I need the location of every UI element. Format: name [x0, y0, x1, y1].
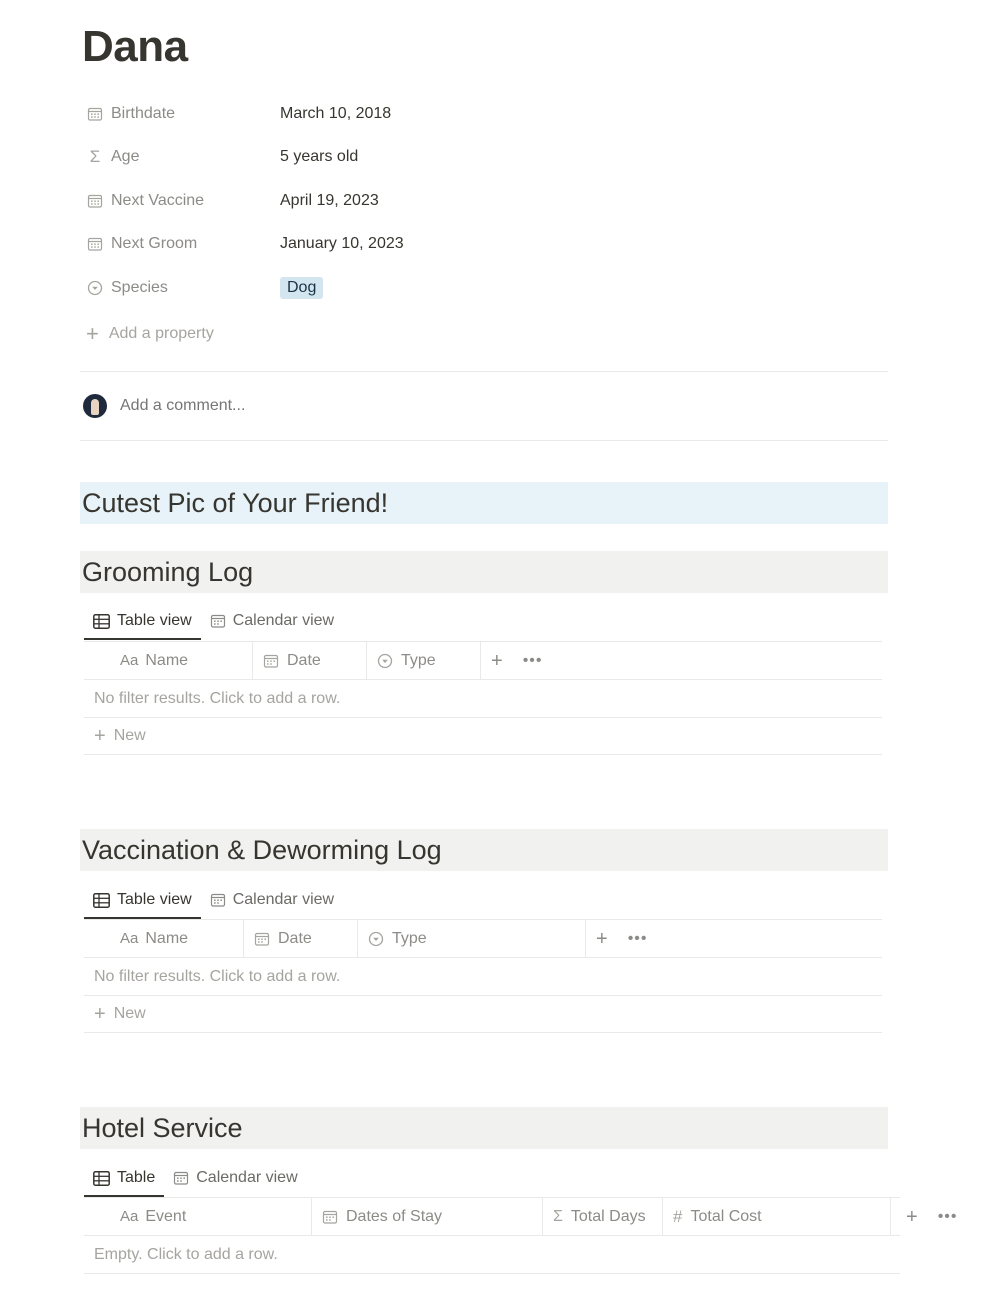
tab-calendar-view[interactable] [201, 881, 343, 919]
calendar-icon [173, 1170, 189, 1186]
property-age[interactable] [86, 140, 886, 174]
column-total-cost[interactable] [663, 1198, 891, 1235]
more-options-icon[interactable]: ••• [627, 929, 648, 947]
new-row-button[interactable] [84, 718, 882, 755]
plus-icon: + [94, 725, 106, 747]
property-value[interactable]: March 10, 2018 [280, 105, 392, 122]
sigma-icon: Σ [553, 1207, 563, 1225]
property-label: Next Vaccine [111, 192, 205, 209]
comment-bar[interactable] [83, 394, 327, 418]
tab-label: Table view [117, 891, 192, 908]
tab-label: Table [117, 1169, 156, 1186]
grooming-table [84, 641, 882, 755]
header-actions [481, 642, 553, 679]
table-icon [93, 1171, 110, 1186]
table-icon [93, 614, 110, 629]
table-header [84, 641, 882, 680]
property-species[interactable] [86, 271, 886, 305]
text-type-icon: Aa [120, 930, 139, 947]
vaccination-view-tabs [84, 881, 343, 919]
table-icon [93, 893, 110, 908]
hotel-table [84, 1197, 964, 1274]
new-row-button[interactable] [84, 996, 882, 1033]
new-label: New [113, 1005, 146, 1022]
column-name[interactable] [84, 920, 244, 957]
text-type-icon: Aa [120, 1208, 139, 1225]
column-label: Name [145, 929, 189, 947]
plus-icon: + [86, 321, 99, 346]
property-label: Age [111, 148, 140, 165]
column-name[interactable] [84, 642, 253, 679]
property-next-groom[interactable] [86, 227, 886, 261]
text-type-icon: Aa [120, 652, 139, 669]
cutest-pic-heading[interactable]: Cutest Pic of Your Friend! [80, 482, 888, 524]
column-label: Date [287, 651, 321, 669]
tab-table-view[interactable] [84, 881, 201, 919]
tab-calendar-view[interactable] [164, 1159, 306, 1197]
tab-table-view[interactable] [84, 602, 201, 640]
header-actions [896, 1197, 968, 1236]
hotel-view-tabs [84, 1159, 307, 1197]
property-birthdate[interactable] [86, 97, 886, 131]
select-icon [377, 653, 393, 669]
property-label: Species [111, 279, 168, 296]
vaccination-table [84, 919, 882, 1033]
property-value[interactable]: January 10, 2023 [280, 235, 404, 252]
new-label: New [113, 727, 146, 744]
table-header [84, 1197, 900, 1236]
add-column-icon[interactable]: + [596, 927, 608, 950]
property-value[interactable]: 5 years old [280, 148, 359, 165]
divider [80, 440, 888, 441]
table-header [84, 919, 882, 958]
property-value[interactable]: April 19, 2023 [280, 192, 379, 209]
header-actions [586, 920, 658, 957]
empty-row[interactable]: Empty. Click to add a row. [84, 1236, 900, 1274]
column-label: Total Days [570, 1207, 646, 1225]
property-label: Birthdate [111, 105, 176, 122]
add-property-label: Add a property [108, 325, 214, 342]
column-label: Event [145, 1207, 187, 1225]
hotel-service-heading[interactable]: Hotel Service [80, 1107, 888, 1149]
column-event[interactable] [84, 1198, 312, 1235]
column-total-days[interactable] [543, 1198, 663, 1235]
tab-label: Table view [117, 612, 192, 629]
tab-label: Calendar view [232, 612, 335, 629]
more-options-icon[interactable]: ••• [937, 1207, 958, 1225]
tab-label: Calendar view [196, 1169, 298, 1186]
column-type[interactable] [367, 642, 481, 679]
calendar-icon [210, 892, 226, 908]
tab-table[interactable] [84, 1159, 164, 1197]
page-title[interactable]: Dana [82, 22, 188, 71]
empty-row[interactable]: No filter results. Click to add a row. [84, 680, 882, 718]
avatar [83, 394, 107, 418]
add-column-icon[interactable]: + [491, 649, 503, 672]
select-icon [86, 279, 104, 297]
column-label: Total Cost [690, 1207, 762, 1225]
column-label: Dates of Stay [346, 1207, 443, 1225]
calendar-icon [86, 192, 104, 210]
tab-calendar-view[interactable] [201, 602, 343, 640]
empty-row[interactable]: No filter results. Click to add a row. [84, 958, 882, 996]
divider [80, 371, 888, 372]
property-next-vaccine[interactable] [86, 184, 886, 218]
column-label: Type [401, 651, 436, 669]
column-date[interactable] [253, 642, 367, 679]
tab-label: Calendar view [232, 891, 335, 908]
column-label: Name [145, 651, 189, 669]
grooming-log-heading[interactable]: Grooming Log [80, 551, 888, 593]
calendar-icon [263, 653, 279, 669]
add-property-button[interactable] [86, 320, 214, 348]
property-label: Next Groom [111, 235, 198, 252]
calendar-icon [86, 105, 104, 123]
calendar-icon [86, 235, 104, 253]
column-label: Date [278, 929, 312, 947]
grooming-view-tabs [84, 602, 343, 640]
column-date[interactable] [244, 920, 358, 957]
calendar-icon [210, 613, 226, 629]
add-column-icon[interactable]: + [906, 1205, 918, 1228]
calendar-icon [322, 1209, 338, 1225]
calendar-icon [254, 931, 270, 947]
property-value[interactable] [280, 277, 323, 299]
number-icon: # [673, 1206, 683, 1226]
species-tag[interactable]: Dog [280, 277, 323, 299]
column-type[interactable] [358, 920, 586, 957]
select-icon [368, 931, 384, 947]
column-dates-of-stay[interactable] [312, 1198, 543, 1235]
vaccination-log-heading[interactable]: Vaccination & Deworming Log [80, 829, 888, 871]
column-label: Type [392, 929, 427, 947]
plus-icon: + [94, 1003, 106, 1025]
more-options-icon[interactable]: ••• [522, 651, 543, 669]
sigma-icon: Σ [89, 147, 101, 166]
comment-input[interactable] [120, 397, 327, 415]
